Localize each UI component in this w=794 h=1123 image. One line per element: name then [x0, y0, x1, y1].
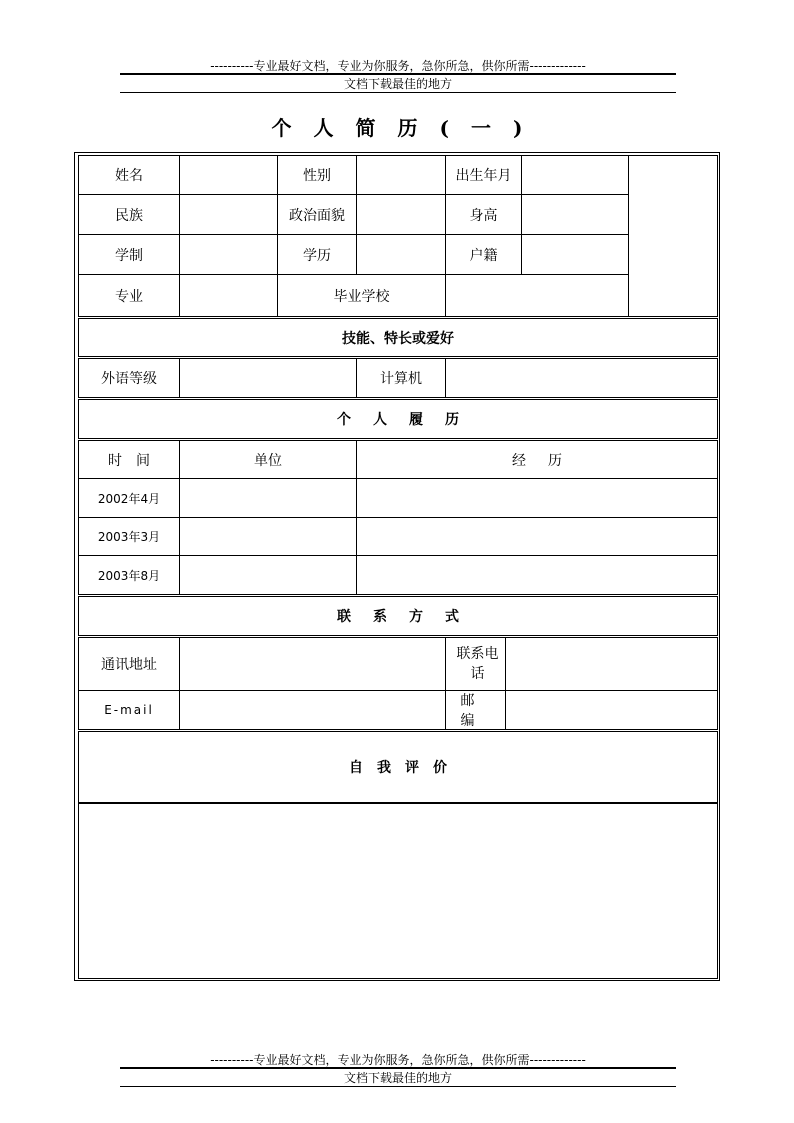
address-field[interactable]: [179, 637, 446, 691]
height-label: 身高: [445, 194, 522, 235]
language-label: 外语等级: [78, 358, 180, 398]
birth-field[interactable]: [521, 155, 629, 195]
history-col-unit: 单位: [179, 440, 357, 479]
history-row-1-experience[interactable]: [356, 478, 718, 518]
name-field[interactable]: [179, 155, 278, 195]
birth-label: 出生年月: [445, 155, 522, 195]
header-slogan: ----------专业最好文档，专业为你服务，急你所急，供你所需-------------: [120, 58, 676, 75]
history-row-2-experience[interactable]: [356, 517, 718, 556]
footer-slogan: ----------专业最好文档，专业为你服务，急你所急，供你所需-------------: [120, 1052, 676, 1069]
address-label: 通讯地址: [78, 637, 180, 691]
postcode-field[interactable]: [505, 690, 718, 730]
history-row-1-unit[interactable]: [179, 478, 357, 518]
schooling-field[interactable]: [179, 234, 278, 275]
footer-subtitle: 文档下载最佳的地方: [120, 1069, 676, 1087]
email-field[interactable]: [179, 690, 446, 730]
ethnicity-field[interactable]: [179, 194, 278, 235]
history-row-3-experience[interactable]: [356, 555, 718, 595]
hukou-field[interactable]: [521, 234, 629, 275]
major-field[interactable]: [179, 274, 278, 317]
header-subtitle: 文档下载最佳的地方: [120, 75, 676, 93]
schooling-label: 学制: [78, 234, 180, 275]
name-label: 姓名: [78, 155, 180, 195]
phone-label: 联系电话: [445, 637, 506, 691]
language-field[interactable]: [179, 358, 357, 398]
photo-box[interactable]: [628, 155, 718, 317]
email-label: E-mail: [78, 690, 180, 730]
gender-field[interactable]: [356, 155, 446, 195]
computer-label: 计算机: [356, 358, 446, 398]
history-heading: 个人履历: [78, 399, 718, 439]
document-title: 个人简历(一): [271, 116, 545, 140]
contact-heading: 联系方式: [78, 596, 718, 636]
self-eval-heading: 自我评价: [78, 731, 718, 803]
height-field[interactable]: [521, 194, 629, 235]
page-footer: [120, 1052, 676, 1087]
school-label: 毕业学校: [277, 274, 446, 317]
education-label: 学历: [277, 234, 357, 275]
skills-heading: 技能、特长或爱好: [78, 318, 718, 357]
history-row-1-time: 2002年4月: [78, 478, 180, 518]
postcode-label: 邮编: [445, 690, 506, 730]
history-col-experience: 经历: [356, 440, 718, 479]
education-field[interactable]: [356, 234, 446, 275]
history-col-time: 时间: [78, 440, 180, 479]
self-eval-content[interactable]: [78, 803, 718, 979]
page-header: [120, 58, 676, 93]
history-row-3-time: 2003年8月: [78, 555, 180, 595]
political-field[interactable]: [356, 194, 446, 235]
computer-field[interactable]: [445, 358, 718, 398]
history-row-3-unit[interactable]: [179, 555, 357, 595]
history-row-2-unit[interactable]: [179, 517, 357, 556]
political-label: 政治面貌: [277, 194, 357, 235]
school-field[interactable]: [445, 274, 629, 317]
phone-field[interactable]: [505, 637, 718, 691]
ethnicity-label: 民族: [78, 194, 180, 235]
gender-label: 性别: [277, 155, 357, 195]
history-row-2-time: 2003年3月: [78, 517, 180, 556]
major-label: 专业: [78, 274, 180, 317]
hukou-label: 户籍: [445, 234, 522, 275]
